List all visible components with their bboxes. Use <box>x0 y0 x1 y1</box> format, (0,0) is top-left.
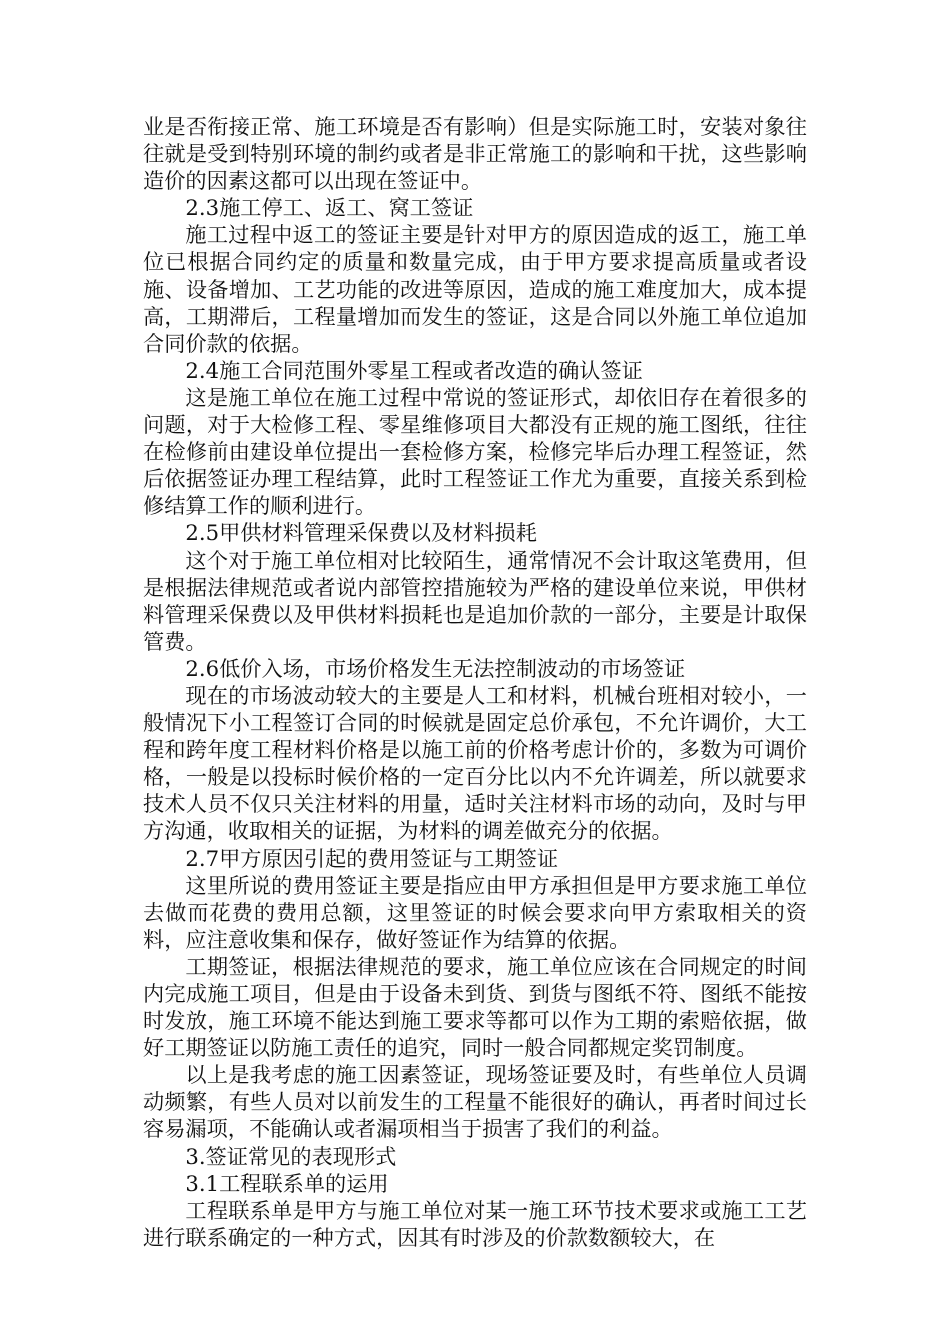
section-heading-2-7: 2.7甲方原因引起的费用签证与工期签证 <box>185 845 559 871</box>
paragraph-2-3-body: 施工过程中返工的签证主要是针对甲方的原因造成的返工，施工单位已根据合同约定的质量和数量完成，由于甲方要求提高质量或者设施、设备增加、工艺功能的改进等原因，造成的施工难度加大，成本提高，工期滞后，工程量增加而发生的签证，这是合同以外施工单位追加合同价款的依据。 <box>143 222 807 356</box>
paragraph-summary: 以上是我考虑的施工因素签证，现场签证要及时，有些单位人员调动频繁，有些人员对以前发生的工程量不能很好的确认，再者时间过长容易漏项，不能确认或者漏项相当于损害了我们的利益。 <box>143 1062 807 1142</box>
section-heading-2-4: 2.4施工合同范围外零星工程或者改造的确认签证 <box>185 357 643 383</box>
document-page <box>143 113 807 1251</box>
paragraph-2-7-body-cost: 这里所说的费用签证主要是指应由甲方承担但是甲方要求施工单位去做而花费的费用总额，这里签证的时候会要求向甲方索取相关的资料，应注意收集和保存，做好签证作为结算的依据。 <box>143 872 807 952</box>
paragraph-2-5-body: 这个对于施工单位相对比较陌生，通常情况不会计取这笔费用，但是根据法律规范或者说内部管控措施较为严格的建设单位来说，甲供材料管理采保费以及甲供材料损耗也是追加价款的一部分，主要是计取保管费。 <box>143 547 807 654</box>
paragraph-3-1-body: 工程联系单是甲方与施工单位对某一施工环节技术要求或施工工艺进行联系确定的一种方式，因其有时涉及的价款数额较大，在 <box>143 1197 807 1250</box>
paragraph-2-4-body: 这是施工单位在施工过程中常说的签证形式，却依旧存在着很多的问题，对于大检修工程、零星维修项目大都没有正规的施工图纸，往往在检修前由建设单位提出一套检修方案，检修完毕后办理工程签证，然后依据签证办理工程结算，此时工程签证工作尤为重要，直接关系到检修结算工作的顺利进行。 <box>143 384 807 519</box>
section-heading-3: 3.签证常见的表现形式 <box>185 1143 397 1169</box>
paragraph-continuation: 业是否衔接正常、施工环境是否有影响）但是实际施工时，安装对象往往就是受到特别环境的制约或者是非正常施工的影响和干扰，这些影响造价的因素这都可以出现在签证中。 <box>143 114 807 194</box>
section-heading-2-3: 2.3施工停工、返工、窝工签证 <box>185 195 474 221</box>
paragraph-2-7-body-schedule: 工期签证，根据法律规范的要求，施工单位应该在合同规定的时间内完成施工项目，但是由于设备未到货、到货与图纸不符、图纸不能按时发放，施工环境不能达到施工要求等都可以作为工期的索赔依据，做好工期签证以防施工责任的追究，同时一般合同都规定奖罚制度。 <box>143 953 807 1061</box>
paragraph-2-6-body: 现在的市场波动较大的主要是人工和材料，机械台班相对较小，一般情况下小工程签订合同的时候就是固定总价承包，不允许调价，大工程和跨年度工程材料价格是以施工前的价格考虑计价的，多数为可调价格，一般是以投标时候价格的一定百分比以内不允许调差，所以就要求技术人员不仅只关注材料的用量，适时关注材料市场的动向，及时与甲方沟通，收取相关的证据，为材料的调差做充分的依据。 <box>143 682 807 844</box>
section-heading-2-5: 2.5甲供材料管理采保费以及材料损耗 <box>185 520 537 546</box>
section-heading-3-1: 3.1工程联系单的运用 <box>185 1170 389 1196</box>
section-heading-2-6: 2.6低价入场，市场价格发生无法控制波动的市场签证 <box>185 655 686 681</box>
